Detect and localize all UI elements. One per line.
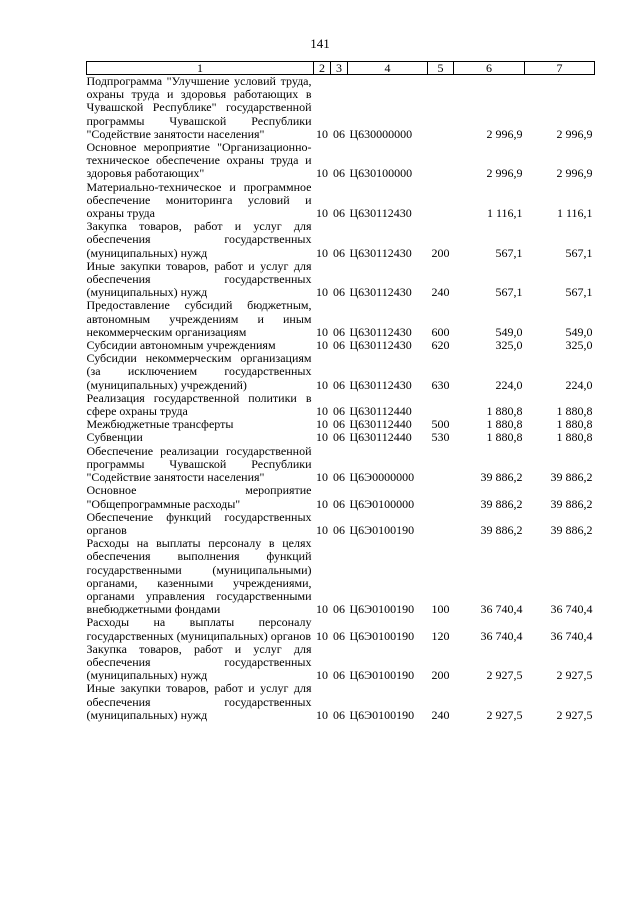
expense-type-code [428, 181, 454, 221]
column-header: 3 [331, 62, 348, 75]
subsection-code: 06 [333, 602, 345, 617]
expense-type-code: 530 [431, 430, 450, 445]
target-article-code: Ц6Э0100000 [349, 496, 415, 511]
target-article-code: Ц630112440 [349, 417, 412, 432]
target-article-code: Ц630112440 [349, 404, 412, 419]
amount-col7: 2 927,5 [556, 668, 593, 683]
table-row [87, 75, 595, 142]
section-code: 10 [316, 602, 328, 617]
amount-col7: 36 740,4 [550, 628, 593, 643]
subsection-code: 06 [333, 285, 345, 300]
amount-col6: 2 996,9 [486, 166, 523, 181]
expense-type-code: 200 [431, 245, 450, 260]
column-header: 4 [348, 62, 428, 75]
section-code: 10 [316, 338, 328, 353]
item-name: Обеспечение функций государственных органов [86, 509, 312, 537]
table-row [87, 220, 595, 260]
expense-type-code: 240 [431, 285, 450, 300]
target-article-code: Ц6Э0100190 [349, 522, 415, 537]
section-code: 10 [316, 417, 328, 432]
section-code: 10 [316, 430, 328, 445]
item-name: Обеспечение реализации государственной программы Чувашской Республики "Содействие занятости населения" [86, 443, 312, 485]
amount-col7: 567,1 [565, 245, 593, 260]
expense-type-code [428, 484, 454, 510]
item-name: Субвенции [86, 430, 143, 445]
item-name: Материально-техническое и программное обеспечение мониторинга условий и охраны труда [86, 179, 312, 221]
target-article-code: Ц6Э0100190 [349, 668, 415, 683]
item-name: Основное мероприятие "Общепрограммные расходы" [86, 483, 312, 511]
subsection-code: 06 [333, 338, 345, 353]
subsection-code: 06 [333, 324, 345, 339]
expense-type-code: 200 [431, 668, 450, 683]
target-article-code: Ц6Э0100190 [349, 602, 415, 617]
amount-col6: 36 740,4 [480, 602, 523, 617]
item-name: Реализация государственной политики в сфере охраны труда [86, 390, 312, 419]
item-name: Субсидии некоммерческим организациям (за исключением государственных (муниципальных) учреждений) [86, 351, 312, 392]
amount-col7: 224,0 [565, 377, 593, 392]
amount-col6: 36 740,4 [480, 628, 523, 643]
amount-col7: 1 880,8 [556, 430, 593, 445]
amount-col6: 224,0 [495, 377, 523, 392]
amount-col6: 567,1 [495, 245, 523, 260]
table-row [87, 141, 595, 181]
amount-col7: 567,1 [565, 285, 593, 300]
expense-type-code: 100 [431, 602, 450, 617]
section-code: 10 [316, 470, 328, 485]
amount-col6: 2 927,5 [486, 668, 523, 683]
section-code: 10 [316, 668, 328, 683]
table-row [87, 352, 595, 392]
amount-col6: 2 927,5 [486, 707, 523, 722]
item-name: Иные закупки товаров, работ и услуг для обеспечения государственных (муниципальных) нужд [86, 681, 312, 722]
item-name: Основное мероприятие "Организационно-техническое обеспечение охраны труда и здоровья работающих" [86, 140, 312, 181]
subsection-code: 06 [333, 628, 345, 643]
amount-col7: 1 880,8 [556, 417, 593, 432]
target-article-code: Ц630112430 [349, 245, 412, 260]
amount-col7: 2 996,9 [556, 126, 593, 141]
table-row [87, 299, 595, 339]
table-row [87, 511, 595, 537]
section-code: 10 [316, 206, 328, 221]
item-name: Расходы на выплаты персоналу в целях обеспечения выполнения функций государственными (муниципальными) органами, казенными учреждениями, органами управления государственными внебюджетными фондами [86, 536, 312, 617]
target-article-code: Ц630000000 [349, 126, 413, 141]
expense-type-code [428, 445, 454, 485]
target-article-code: Ц630112430 [349, 338, 412, 353]
section-code: 10 [316, 126, 328, 141]
amount-col7: 39 886,2 [550, 496, 593, 511]
expense-type-code [428, 75, 454, 142]
column-number-row [87, 62, 595, 75]
target-article-code: Ц630112430 [349, 206, 412, 221]
table-row [87, 643, 595, 683]
amount-col6: 567,1 [495, 285, 523, 300]
target-article-code: Ц6Э0000000 [349, 470, 415, 485]
target-article-code: Ц630112430 [349, 285, 412, 300]
budget-table [86, 61, 595, 722]
amount-col7: 39 886,2 [550, 470, 593, 485]
section-code: 10 [316, 522, 328, 537]
section-code: 10 [316, 324, 328, 339]
item-name: Закупка товаров, работ и услуг для обеспечения государственных (муниципальных) нужд [86, 219, 312, 260]
subsection-code: 06 [333, 126, 345, 141]
amount-col7: 1 116,1 [556, 206, 593, 221]
section-code: 10 [316, 166, 328, 181]
expense-type-code: 120 [431, 628, 450, 643]
column-header: 5 [428, 62, 454, 75]
expense-type-code: 620 [431, 338, 450, 353]
expense-type-code: 630 [431, 377, 450, 392]
subsection-code: 06 [333, 377, 345, 392]
amount-col6: 1 880,8 [486, 417, 523, 432]
column-header: 1 [87, 62, 314, 75]
section-code: 10 [316, 628, 328, 643]
expense-type-code: 500 [431, 417, 450, 432]
amount-col6: 549,0 [495, 324, 523, 339]
table-row [87, 616, 595, 642]
table-row [87, 445, 595, 485]
item-name: Иные закупки товаров, работ и услуг для обеспечения государственных (муниципальных) нужд [86, 258, 312, 300]
amount-col6: 1 880,8 [486, 430, 523, 445]
amount-col6: 2 996,9 [486, 126, 523, 141]
amount-col7: 36 740,4 [550, 602, 593, 617]
amount-col6: 1 116,1 [486, 206, 523, 221]
target-article-code: Ц630112430 [349, 324, 412, 339]
column-header: 2 [314, 62, 331, 75]
expense-type-code: 600 [431, 324, 450, 339]
subsection-code: 06 [333, 496, 345, 511]
item-name: Подпрограмма "Улучшение условий труда, охраны труда и здоровья работающих в Чувашской Республике" государственной программы Чувашской Республики "Содействие занятости населения" [86, 74, 312, 141]
table-row [87, 260, 595, 300]
subsection-code: 06 [333, 522, 345, 537]
section-code: 10 [316, 377, 328, 392]
target-article-code: Ц6Э0100190 [349, 628, 415, 643]
column-header: 6 [454, 62, 525, 75]
item-name: Предоставление субсидий бюджетным, автономным учреждениям и иным некоммерческим организациям [86, 298, 312, 339]
subsection-code: 06 [333, 430, 345, 445]
section-code: 10 [316, 285, 328, 300]
subsection-code: 06 [333, 668, 345, 683]
expense-type-code [428, 392, 454, 418]
table-row [87, 431, 595, 444]
item-name: Закупка товаров, работ и услуг для обеспечения государственных (муниципальных) нужд [86, 641, 312, 683]
subsection-code: 06 [333, 404, 345, 419]
page-number: 141 [310, 36, 330, 51]
amount-col7: 549,0 [565, 324, 593, 339]
item-name: Субсидии автономным учреждениям [86, 338, 276, 353]
amount-col6: 39 886,2 [480, 470, 523, 485]
table-row [87, 537, 595, 616]
section-code: 10 [316, 404, 328, 419]
column-header: 7 [525, 62, 595, 75]
subsection-code: 06 [333, 417, 345, 432]
target-article-code: Ц630100000 [349, 166, 413, 181]
amount-col7: 325,0 [565, 338, 593, 353]
section-code: 10 [316, 707, 328, 722]
target-article-code: Ц630112440 [349, 430, 412, 445]
section-code: 10 [316, 245, 328, 260]
amount-col6: 325,0 [495, 338, 523, 353]
subsection-code: 06 [333, 707, 345, 722]
amount-col6: 1 880,8 [486, 404, 523, 419]
table-row [87, 392, 595, 418]
item-name: Межбюджетные трансферты [86, 417, 234, 432]
expense-type-code [428, 141, 454, 181]
amount-col7: 2 927,5 [556, 707, 593, 722]
subsection-code: 06 [333, 206, 345, 221]
expense-type-code [428, 511, 454, 537]
subsection-code: 06 [333, 166, 345, 181]
amount-col7: 1 880,8 [556, 404, 593, 419]
amount-col7: 39 886,2 [550, 522, 593, 537]
section-code: 10 [316, 496, 328, 511]
subsection-code: 06 [333, 245, 345, 260]
table-row [87, 484, 595, 510]
amount-col6: 39 886,2 [480, 522, 523, 537]
amount-col7: 2 996,9 [556, 166, 593, 181]
amount-col6: 39 886,2 [480, 496, 523, 511]
expense-type-code: 240 [431, 707, 450, 722]
table-row [87, 682, 595, 722]
target-article-code: Ц630112430 [349, 377, 412, 392]
item-name: Расходы на выплаты персоналу государственных (муниципальных) органов [86, 615, 312, 643]
target-article-code: Ц6Э0100190 [349, 707, 415, 722]
table-row [87, 181, 595, 221]
subsection-code: 06 [333, 470, 345, 485]
